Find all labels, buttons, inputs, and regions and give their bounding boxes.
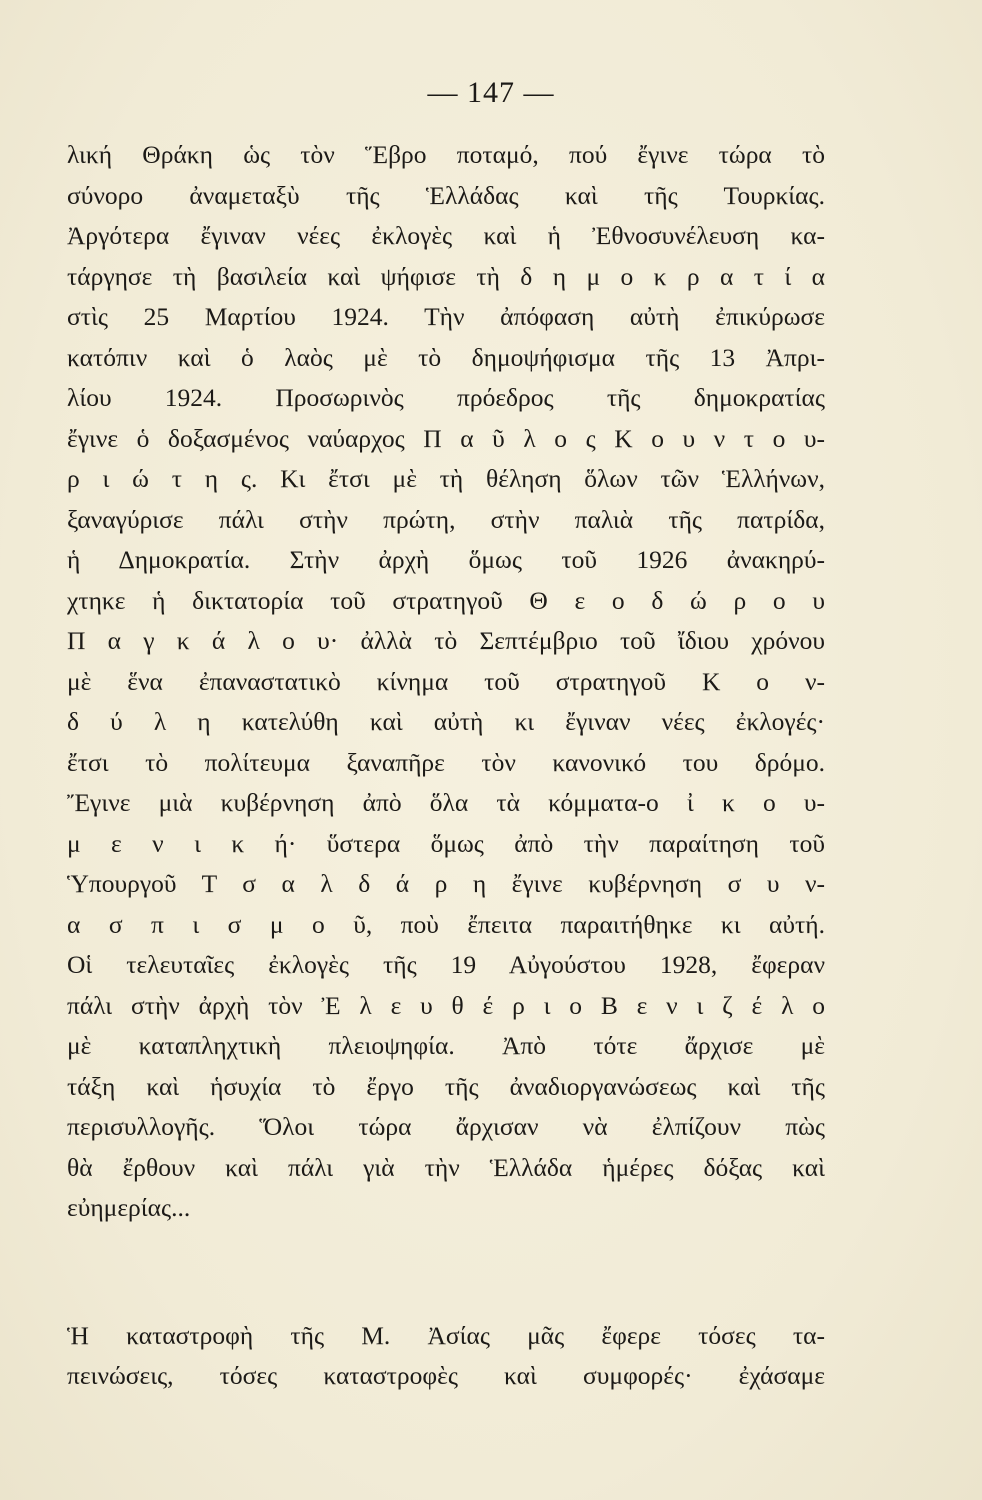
- body-text: [67, 135, 825, 1397]
- text-line: θὰ ἔρθουν καὶ πάλι γιὰ τὴν Ἑλλάδα ἡμέρες δόξας καὶ: [67, 1152, 825, 1182]
- text-line: λική Θράκη ὡς τὸν Ἕβρο ποταμό, πού ἔγινε τώρα τὸ: [67, 140, 825, 169]
- text-line: ἔγινε ὁ δοξασμένος ναύαρχος Π α ῦ λ ο ς Κ ο υ ν τ ο υ-: [67, 423, 825, 453]
- text-line: Ἔγινε μιὰ κυβέρνηση ἀπὸ ὅλα τὰ κόμματα-ο ἰ κ ο υ-: [67, 788, 825, 817]
- paragraph-2: [67, 1316, 825, 1397]
- paragraph-1: [67, 135, 825, 1229]
- text-line: ξαναγύρισε πάλι στὴν πρώτη, στὴν παλιὰ τῆς πατρίδα,: [67, 504, 825, 534]
- text-line: ρ ι ώ τ η ς. Κι ἔτσι μὲ τὴ θέληση ὅλων τῶν Ἑλλήνων,: [67, 464, 825, 493]
- text-line: μὲ ἕνα ἐπαναστατικὸ κίνημα τοῦ στρατηγοῦ Κ ο ν-: [67, 666, 825, 696]
- page-number: — 147 —: [427, 76, 555, 109]
- text-line: ἔτσι τὸ πολίτευμα ξαναπῆρε τὸν κανονικό του δρόμο.: [67, 747, 825, 777]
- text-line: α σ π ι σ μ ο ῦ, ποὺ ἔπειτα παραιτήθηκε κι αὐτή.: [67, 909, 825, 939]
- paragraph-gap: [67, 1229, 825, 1316]
- text-line: χτηκε ἡ δικτατορία τοῦ στρατηγοῦ Θ ε ο δ ώ ρ ο υ: [67, 585, 825, 615]
- text-line: πεινώσεις, τόσες καταστροφὲς καὶ συμφορές· ἐχάσαμε: [67, 1361, 825, 1390]
- text-line: Ἀργότερα ἔγιναν νέες ἐκλογὲς καὶ ἡ Ἐθνοσυνέλευση κα-: [67, 221, 825, 250]
- text-line: περισυλλογῆς. Ὅλοι τώρα ἄρχισαν νὰ ἐλπίζουν πὼς: [67, 1112, 825, 1141]
- text-line: Οἱ τελευταῖες ἐκλογὲς τῆς 19 Αὐγούστου 1928, ἔφεραν: [67, 950, 825, 979]
- text-line: μ ε ν ι κ ή· ὕστερα ὅμως ἀπὸ τὴν παραίτηση τοῦ: [67, 828, 825, 858]
- text-line: λίου 1924. Προσωρινὸς πρόεδρος τῆς δημοκρατίας: [67, 383, 825, 412]
- text-line: Π α γ κ ά λ ο υ· ἀλλὰ τὸ Σεπτέμβριο τοῦ ἴδιου χρόνου: [67, 626, 825, 655]
- text-line: δ ύ λ η κατελύθη καὶ αὐτὴ κι ἔγιναν νέες ἐκλογές·: [67, 707, 825, 736]
- text-line: πάλι στὴν ἀρχὴ τὸν Ἐ λ ε υ θ έ ρ ι ο Β ε ν ι ζ έ λ ο: [67, 990, 825, 1020]
- text-line: κατόπιν καὶ ὁ λαὸς μὲ τὸ δημοψήφισμα τῆς 13 Ἀπρι-: [67, 342, 825, 372]
- text-line: μὲ καταπληχτικὴ πλειοψηφία. Ἀπὸ τότε ἄρχισε μὲ: [67, 1031, 825, 1060]
- text-line: Ὑπουργοῦ Τ σ α λ δ ά ρ η ἔγινε κυβέρνηση σ υ ν-: [67, 869, 825, 898]
- text-line: ἡ Δημοκρατία. Στὴν ἀρχὴ ὅμως τοῦ 1926 ἀνακηρύ-: [67, 545, 825, 574]
- text-line: τάξη καὶ ἡσυχία τὸ ἔργο τῆς ἀναδιοργανώσεως καὶ τῆς: [67, 1071, 825, 1101]
- text-line: τάργησε τὴ βασιλεία καὶ ψήφισε τὴ δ η μ ο κ ρ α τ ί α: [67, 261, 825, 291]
- text-line: στὶς 25 Μαρτίου 1924. Τὴν ἀπόφαση αὐτὴ ἐπικύρωσε: [67, 302, 825, 331]
- text-line: σύνορο ἀναμεταξὺ τῆς Ἑλλάδας καὶ τῆς Τουρκίας.: [67, 180, 825, 210]
- text-line: εὐημερίας...: [67, 1193, 191, 1222]
- text-line: Ἡ καταστροφὴ τῆς Μ. Ἀσίας μᾶς ἔφερε τόσες τα-: [67, 1320, 825, 1350]
